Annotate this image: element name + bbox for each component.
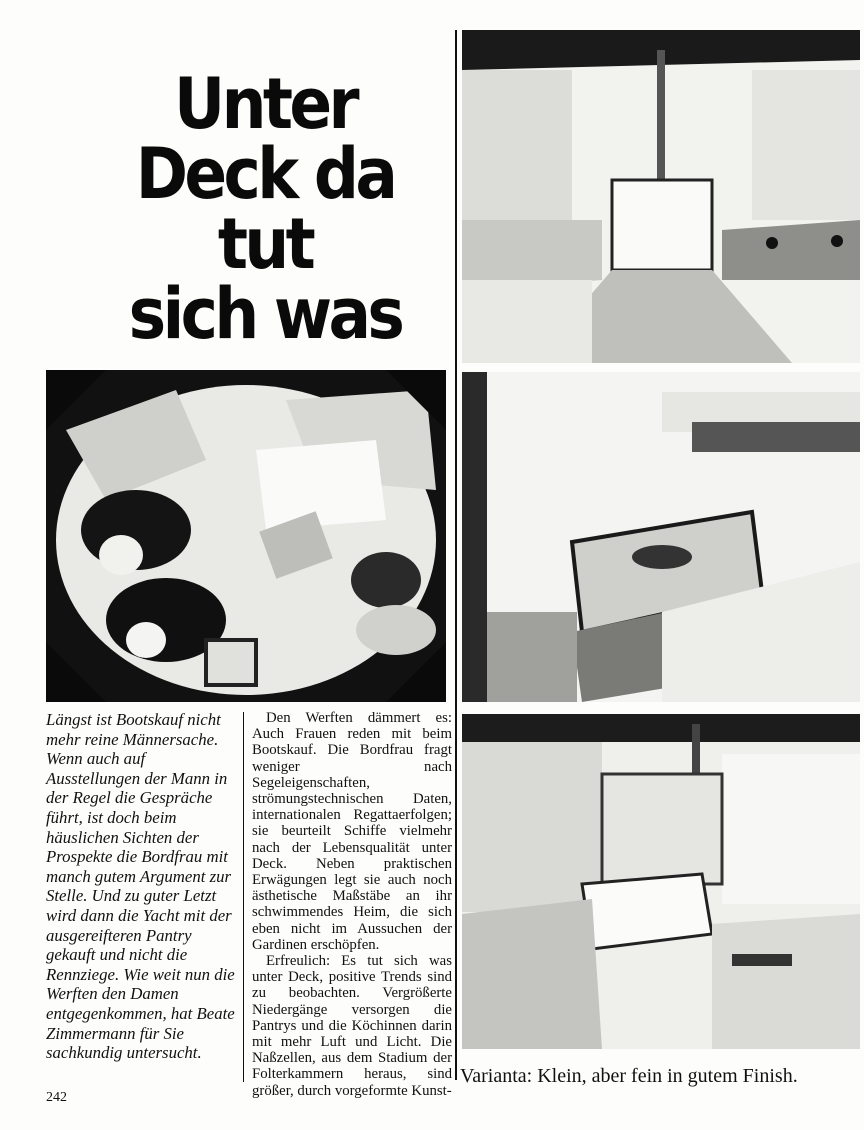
cabin-party-photo bbox=[46, 370, 446, 702]
body-paragraph-2: Erfreulich: Es tut sich was unter Deck, positive Trends sind zu beobachten. Vergrößerte Niedergänge versorgen die Pantrys und die Köchinnen darin mit mehr Luft und Licht. Die Naßzellen, aus dem Stadium der Folterkammern heraus, sind größer, durch vorgeformte Kunst- bbox=[252, 953, 452, 1099]
headline-line-3: sich was bbox=[128, 272, 402, 355]
saloon-interior-photo bbox=[462, 30, 860, 363]
galley-photo bbox=[462, 372, 860, 702]
photo-caption: Varianta: Klein, aber fein in gutem Finish. bbox=[460, 1065, 798, 1087]
body-paragraph-1: Den Werften dämmert es: Auch Frauen reden mit beim Bootskauf. Die Bordfrau fragt weniger nach Segeleigenschaften, strömungstechnischen Daten, internationalen Regattaerfolgen; sie beurteilt Schiffe vielmehr nach der Lebensqualität unter Deck. Neben praktischen Erwägungen legt sie auch noch ästhetische Maßstäbe an ihr schwimmendes Heim, die sich eben nicht im Aussuchen der Gardinen erschöpfen. bbox=[252, 710, 452, 953]
page-number: 242 bbox=[46, 1090, 67, 1105]
intro-text: Längst ist Bootskauf nicht mehr reine Männersache. Wenn auch auf Ausstellungen der Mann in der Regel die Gespräche führt, ist doch beim häuslichen Sichten der Prospekte die Bordfrau mit manch gutem Argument zur Stelle. Und zu guter Letzt wird dann die Yacht mit der ausgereifteren Pantry gekauft und nicht die Rennziege. Wie weit nun die Werften den Damen entgegenkommen, hat Beate Zimmermann für Sie sachkundig untersucht. bbox=[46, 710, 235, 1063]
column-rule-left bbox=[243, 712, 244, 1082]
forward-cabin-photo bbox=[462, 714, 860, 1049]
body-text-column bbox=[252, 710, 452, 1099]
column-rule-right bbox=[455, 30, 457, 1080]
headline-line-2: Deck da tut bbox=[135, 132, 395, 285]
headline bbox=[81, 62, 450, 355]
headline-line-1: Unter bbox=[174, 62, 356, 145]
